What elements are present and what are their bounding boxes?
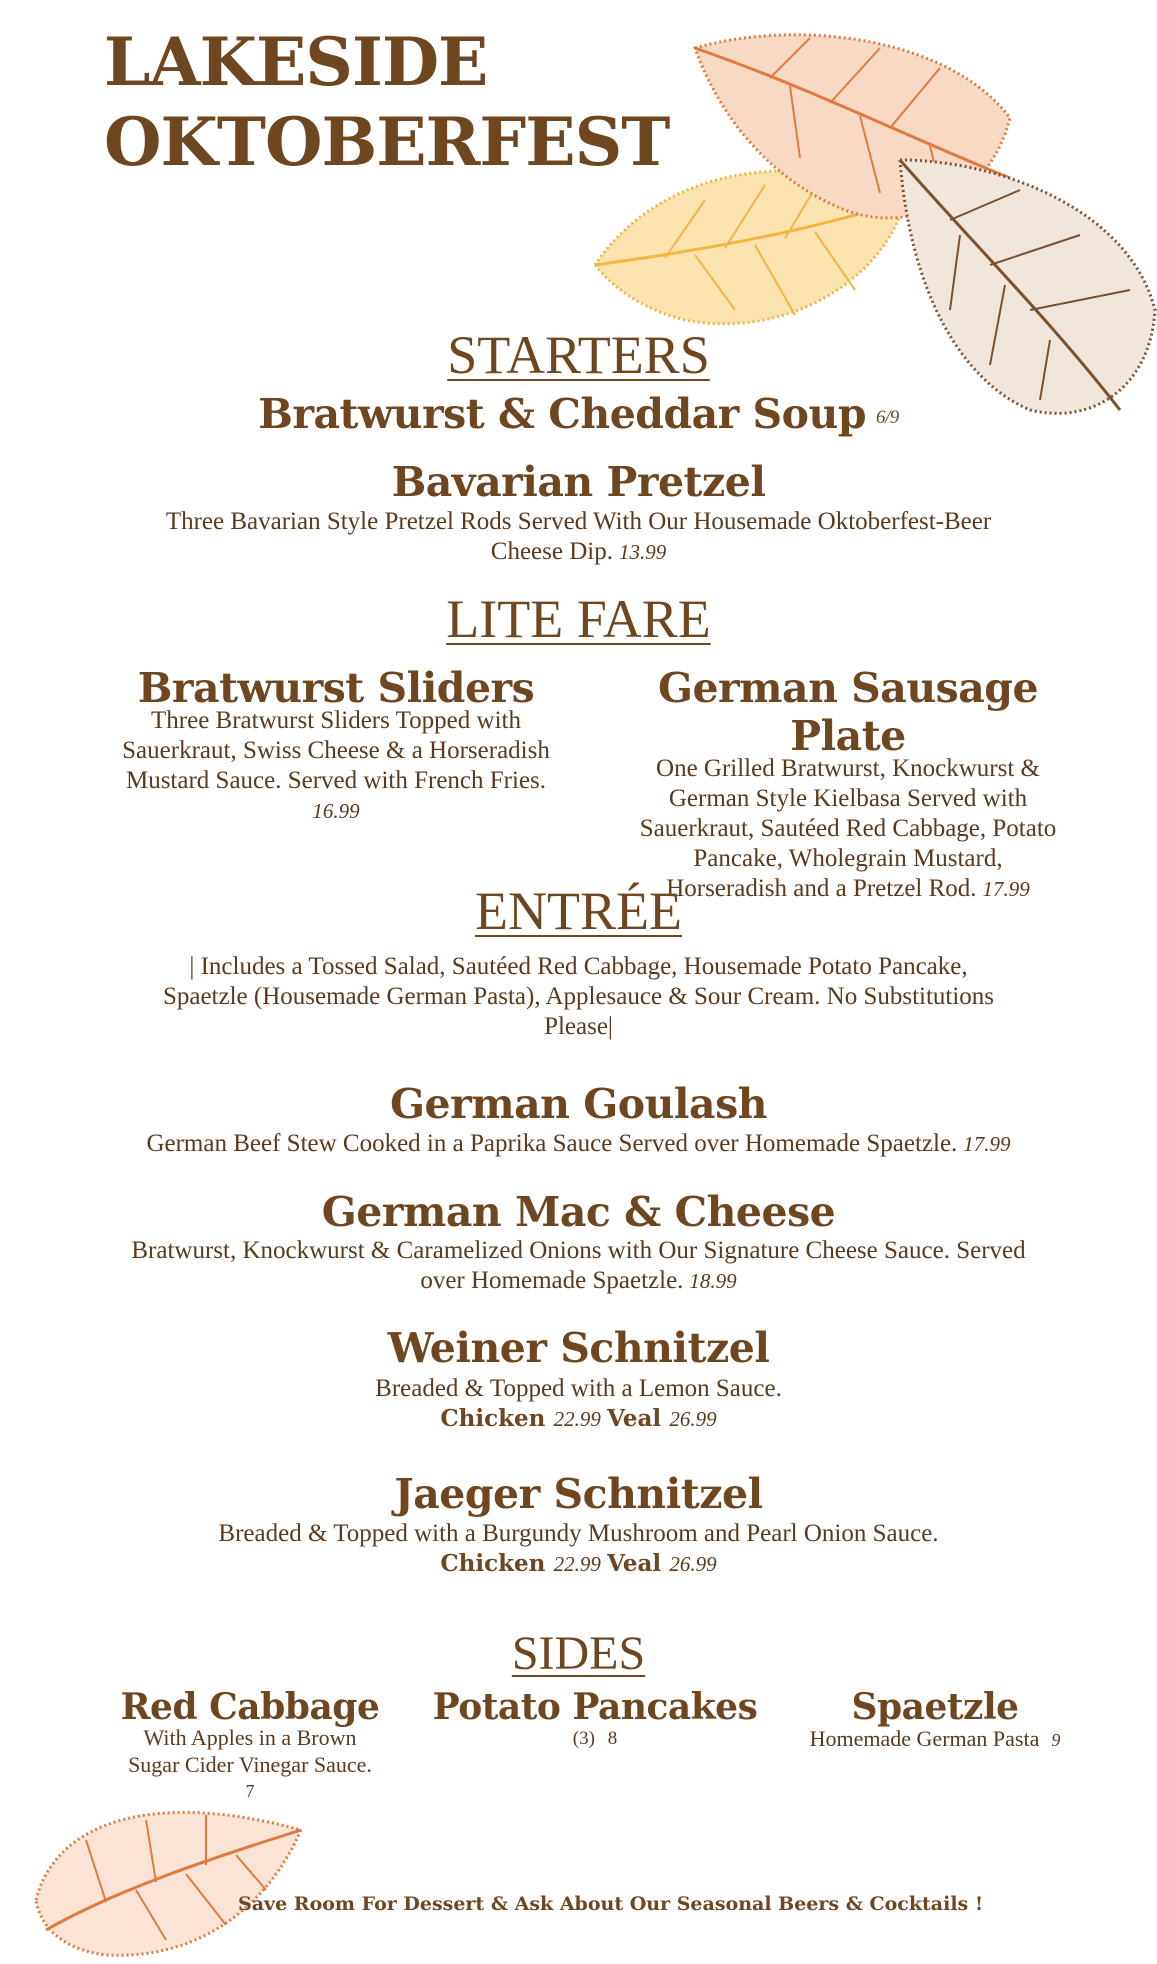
desc-text: Cheese Dip.	[490, 538, 613, 565]
item-price: 7	[245, 1781, 255, 1801]
chicken-label: Chicken	[440, 1550, 546, 1577]
section-title-starters: STARTERS	[447, 325, 710, 385]
item-name: German Sausage Plate	[657, 664, 1039, 760]
desc-line: Three Bavarian Style Pretzel Rods Served With Our Housemade Oktoberfest-Beer	[165, 508, 992, 535]
section-title-lite-fare: LITE FARE	[446, 589, 711, 649]
desc-line: Sauerkraut, Sautéed Red Cabbage, Potato	[639, 815, 1057, 842]
item-desc-jaeger-schnitzel	[0, 1519, 1157, 1579]
item-price: 17.99	[963, 1132, 1011, 1156]
item-desc-weiner-schnitzel	[0, 1374, 1157, 1434]
chicken-price: 22.99	[553, 1407, 601, 1431]
veal-price: 26.99	[669, 1407, 717, 1431]
desc-text: over Homemade Spaetzle.	[420, 1267, 684, 1294]
veal-label: Veal	[607, 1405, 662, 1432]
desc-text: German Beef Stew Cooked in a Paprika Sauce Served over Homemade Spaetzle.	[146, 1130, 958, 1157]
item-price: 16.99	[312, 799, 360, 823]
item-name-weiner-schnitzel: Weiner Schnitzel	[387, 1324, 770, 1372]
item-red-cabbage	[90, 1686, 410, 1805]
item-price: 8	[607, 1728, 618, 1749]
desc-line: Breaded & Topped with a Lemon Sauce.	[375, 1375, 782, 1402]
desc-text: Homemade German Pasta	[809, 1726, 1040, 1751]
qty-text: (3)	[572, 1728, 595, 1749]
desc-line: Bratwurst, Knockwurst & Caramelized Onions with Our Signature Cheese Sauce. Served	[131, 1237, 1026, 1264]
item-name: Red Cabbage	[120, 1686, 380, 1728]
chicken-label: Chicken	[440, 1405, 546, 1432]
leaf-icon-brown	[880, 150, 1157, 430]
price-line	[0, 1404, 1157, 1434]
section-title-sides: SIDES	[511, 1627, 646, 1680]
note-line: Spaetzle (Housemade German Pasta), Applesauce & Sour Cream. No Substitutions	[162, 983, 995, 1010]
note-line: | Includes a Tossed Salad, Sautéed Red Cabbage, Housemade Potato Pancake,	[189, 953, 968, 980]
item-price: 6/9	[876, 406, 899, 428]
item-desc-mac-cheese	[0, 1236, 1157, 1296]
item-sliders	[96, 664, 576, 826]
veal-price: 26.99	[669, 1552, 717, 1576]
item-name: Bratwurst Sliders	[137, 664, 535, 712]
item-soup	[0, 390, 1157, 438]
desc-line: German Style Kielbasa Served with	[668, 785, 1028, 812]
desc-line: Pancake, Wholegrain Mustard,	[693, 845, 1003, 872]
item-price: 18.99	[689, 1269, 737, 1293]
item-name: Bratwurst & Cheddar Soup	[258, 390, 866, 438]
item-desc-pretzel	[0, 507, 1157, 567]
item-desc-goulash	[0, 1129, 1157, 1159]
desc-line: Sugar Cider Vinegar Sauce.	[128, 1752, 372, 1777]
item-price: 13.99	[618, 540, 667, 564]
price-line	[0, 1549, 1157, 1579]
veal-label: Veal	[607, 1550, 662, 1577]
chicken-price: 22.99	[553, 1552, 601, 1576]
item-name-jaeger-schnitzel: Jaeger Schnitzel	[394, 1470, 763, 1518]
title-line-1: LAKESIDE	[104, 23, 488, 101]
item-desc	[770, 1724, 1100, 1755]
item-name-pretzel: Bavarian Pretzel	[391, 458, 766, 506]
desc-line: With Apples in a Brown	[143, 1725, 357, 1750]
item-name-mac-cheese: German Mac & Cheese	[321, 1188, 836, 1236]
desc-line: Three Bratwurst Sliders Topped with	[151, 707, 521, 734]
desc-line: Mustard Sauce. Served with French Fries.	[125, 767, 547, 794]
desc-line: Sauerkraut, Swiss Cheese & a Horseradish	[122, 737, 550, 764]
item-desc	[430, 1724, 760, 1754]
section-title-entree: ENTRÉE	[475, 881, 682, 941]
note-line: Please|	[544, 1013, 613, 1040]
desc-line: Breaded & Topped with a Burgundy Mushroom and Pearl Onion Sauce.	[218, 1520, 939, 1547]
item-sausage-plate	[608, 664, 1088, 904]
item-potato-pancakes	[430, 1686, 760, 1754]
item-price: 9	[1051, 1730, 1061, 1750]
title-line-2: OKTOBERFEST	[104, 103, 670, 181]
item-name: Potato Pancakes	[432, 1686, 758, 1728]
footer-note: Save Room For Dessert & Ask About Our Seasonal Beers & Cocktails !	[238, 1893, 984, 1915]
menu-title	[104, 22, 669, 182]
item-desc	[96, 706, 576, 826]
desc-text: Horseradish and a Pretzel Rod.	[666, 875, 977, 902]
item-name-goulash: German Goulash	[390, 1080, 767, 1128]
item-spaetzle	[770, 1686, 1100, 1755]
item-price: 17.99	[982, 877, 1030, 901]
entree-note	[0, 952, 1157, 1042]
item-name: Spaetzle	[851, 1686, 1019, 1728]
item-desc	[90, 1724, 410, 1805]
desc-line: One Grilled Bratwurst, Knockwurst &	[656, 755, 1040, 782]
leaf-icon-bottom	[26, 1790, 306, 1960]
desc-line	[0, 537, 1157, 567]
